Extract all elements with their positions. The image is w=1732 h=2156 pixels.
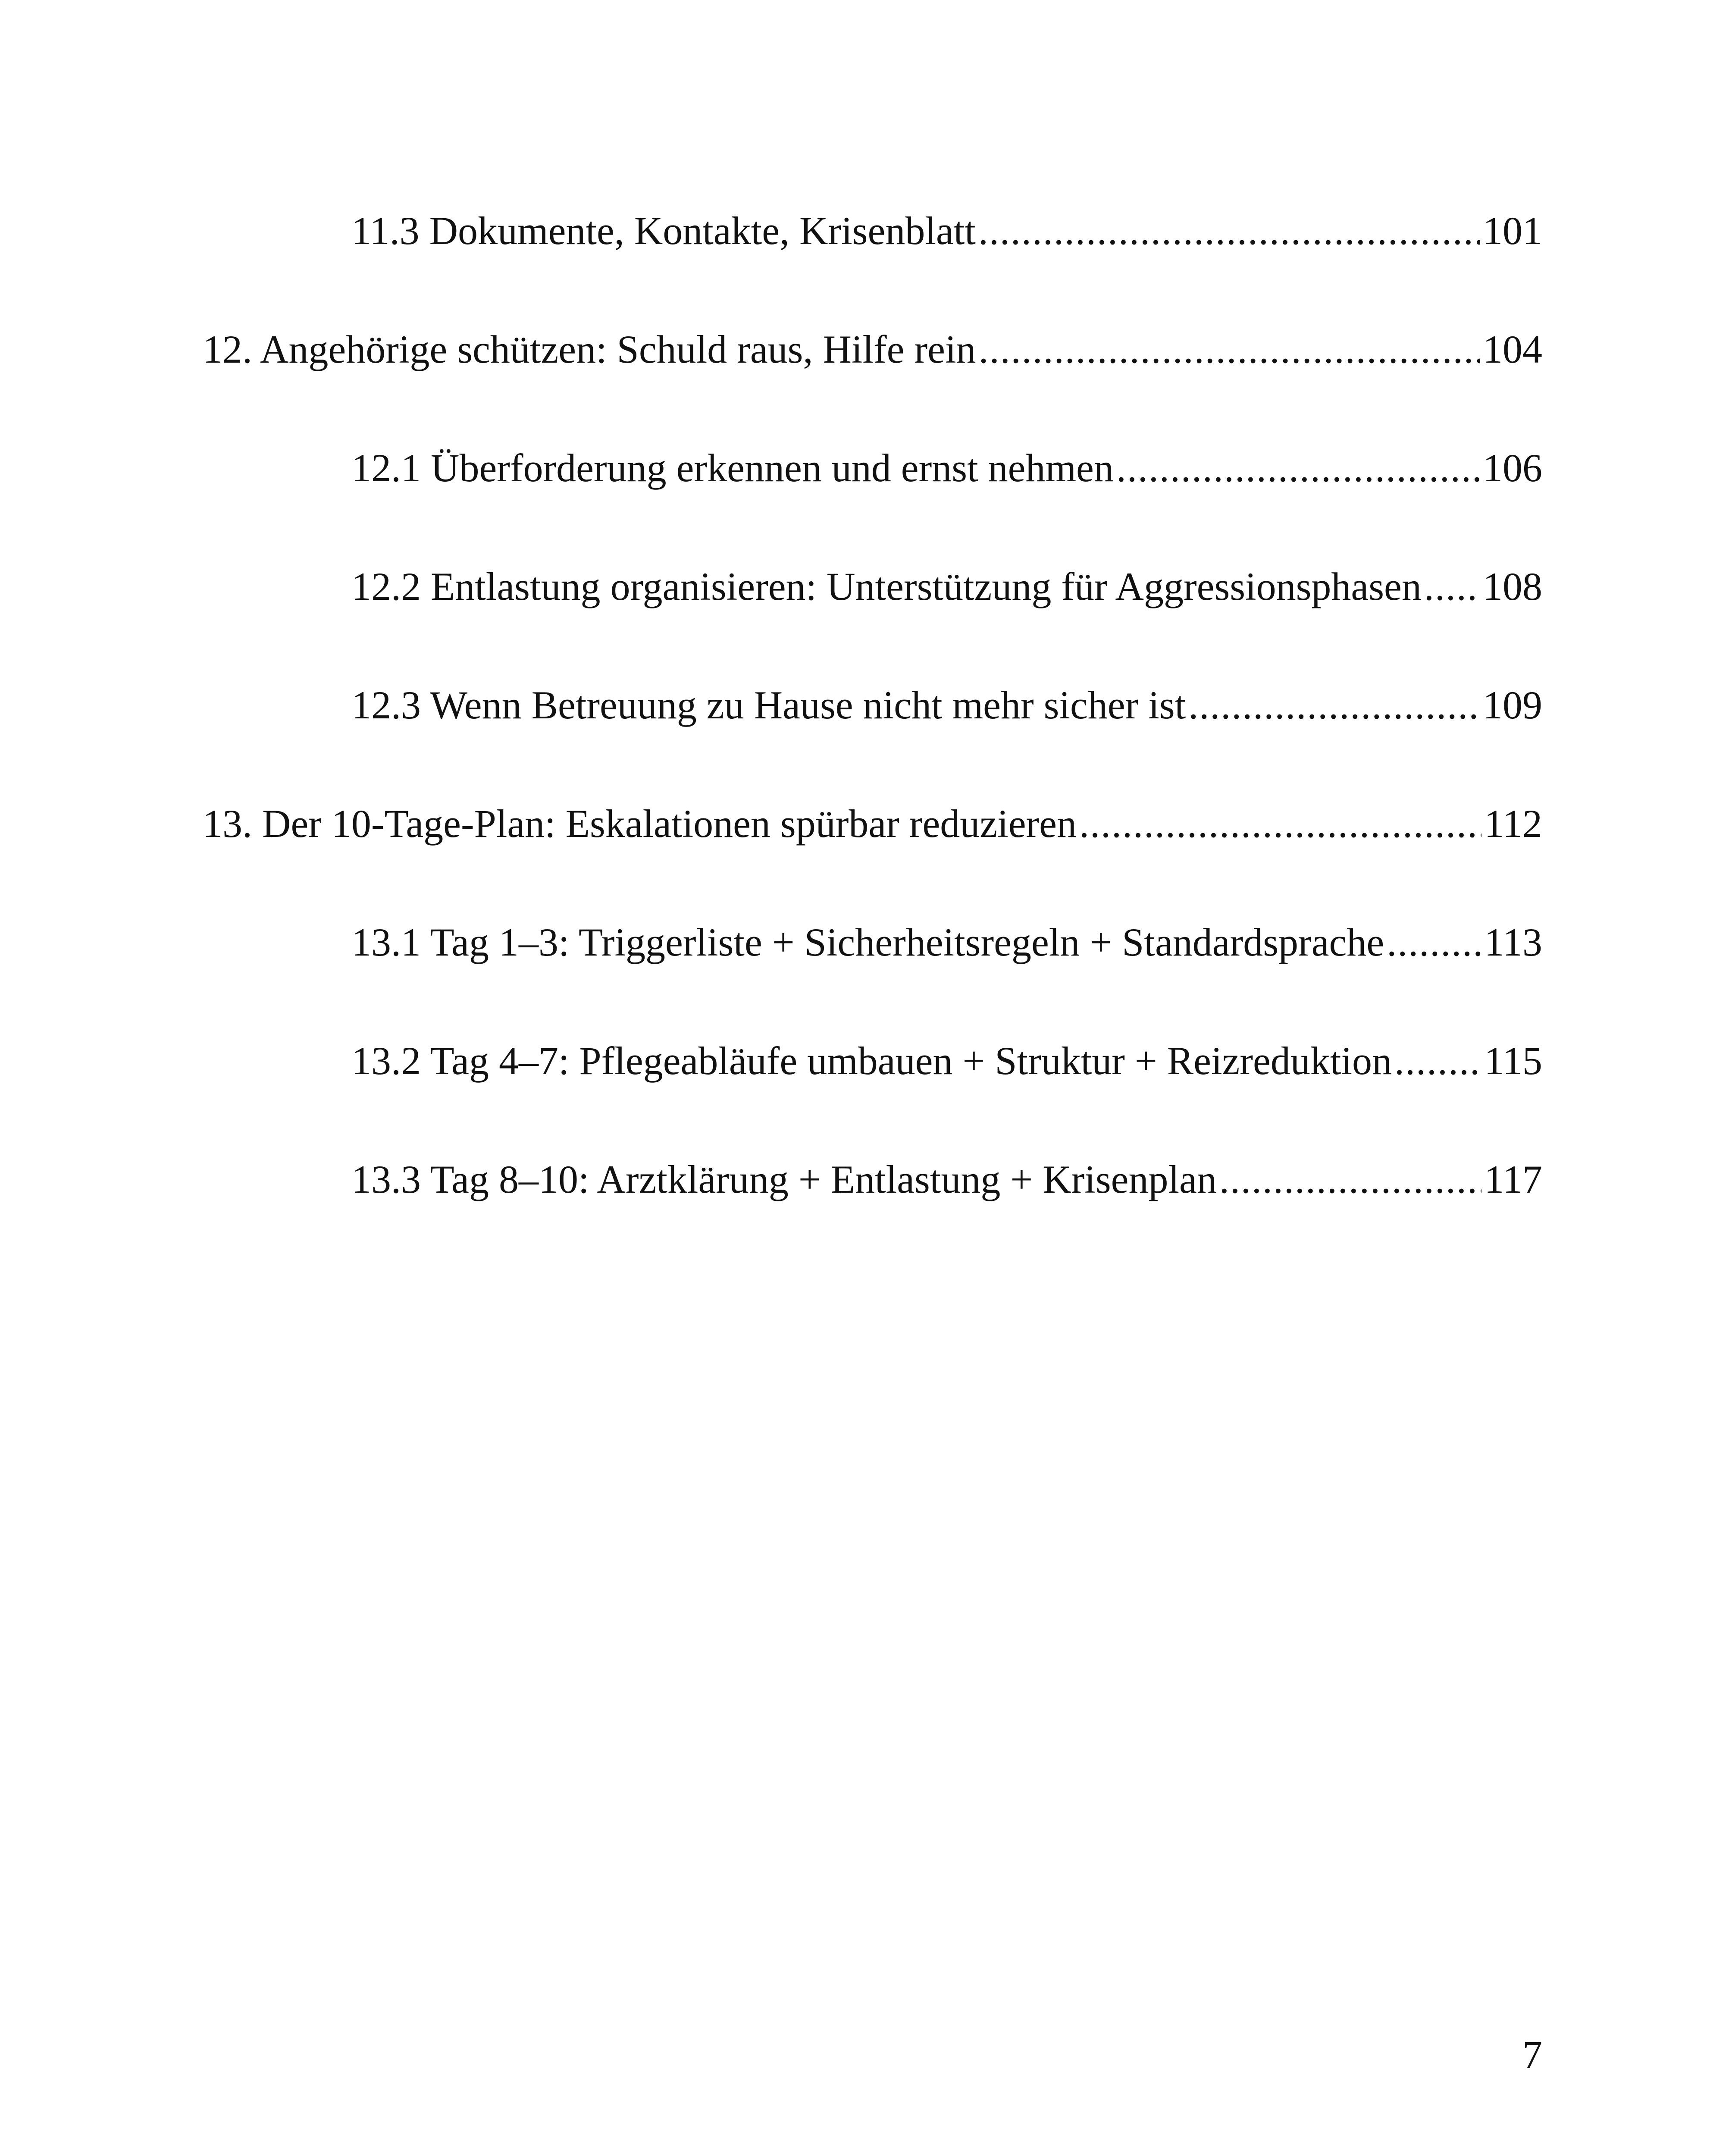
toc-entry-page: 115 xyxy=(1484,1039,1542,1083)
toc-entry-page: 109 xyxy=(1483,683,1542,727)
toc-leader-dots xyxy=(1219,1149,1482,1210)
toc-entry[interactable] xyxy=(351,675,1542,735)
page-number: 7 xyxy=(1522,2033,1542,2077)
toc-entry-title: 12. Angehörige schützen: Schuld raus, Hilfe rein xyxy=(203,327,976,371)
toc-leader-dots xyxy=(978,201,1480,261)
toc-entry[interactable] xyxy=(203,319,1542,379)
toc-leader-dots xyxy=(1387,912,1481,972)
toc-entry-title: 13. Der 10-Tage-Plan: Eskalationen spürbar reduzieren xyxy=(203,802,1077,846)
toc-entry-title: 13.3 Tag 8–10: Arztklärung + Entlastung + Krisenplan xyxy=(351,1157,1217,1201)
toc-leader-dots xyxy=(1424,556,1480,617)
toc-entry-page: 108 xyxy=(1483,564,1542,608)
toc-entry[interactable] xyxy=(351,1031,1542,1091)
toc-entry-title: 12.1 Überforderung erkennen und ernst nehmen xyxy=(351,446,1114,490)
toc-leader-dots xyxy=(1188,675,1480,735)
toc-leader-dots xyxy=(979,319,1480,379)
toc-entry-page: 101 xyxy=(1483,209,1542,253)
toc-entry-title: 12.2 Entlastung organisieren: Unterstützung für Aggressionsphasen xyxy=(351,564,1422,608)
toc-entry-page: 104 xyxy=(1483,327,1542,371)
toc-entry-title: 13.1 Tag 1–3: Triggerliste + Sicherheitsregeln + Standardsprache xyxy=(351,920,1384,964)
toc-entry[interactable] xyxy=(351,556,1542,617)
toc-leader-dots xyxy=(1394,1031,1481,1091)
toc-entry[interactable] xyxy=(203,793,1542,854)
toc-leader-dots xyxy=(1079,793,1481,854)
toc-entry-page: 113 xyxy=(1484,920,1542,964)
toc-entry[interactable] xyxy=(351,201,1542,261)
toc-entry[interactable] xyxy=(351,438,1542,498)
toc-leader-dots xyxy=(1116,438,1480,498)
toc-entry-page: 117 xyxy=(1484,1157,1542,1201)
toc-entry-title: 12.3 Wenn Betreuung zu Hause nicht mehr sicher ist xyxy=(351,683,1186,727)
toc-entry[interactable] xyxy=(351,912,1542,972)
toc-entry-page: 106 xyxy=(1483,446,1542,490)
toc-entry-title: 13.2 Tag 4–7: Pflegeabläufe umbauen + Struktur + Reizreduktion xyxy=(351,1039,1392,1083)
toc-entry-title: 11.3 Dokumente, Kontakte, Krisenblatt xyxy=(351,209,976,253)
toc-entry[interactable] xyxy=(351,1149,1542,1210)
toc-entry-page: 112 xyxy=(1484,802,1542,846)
